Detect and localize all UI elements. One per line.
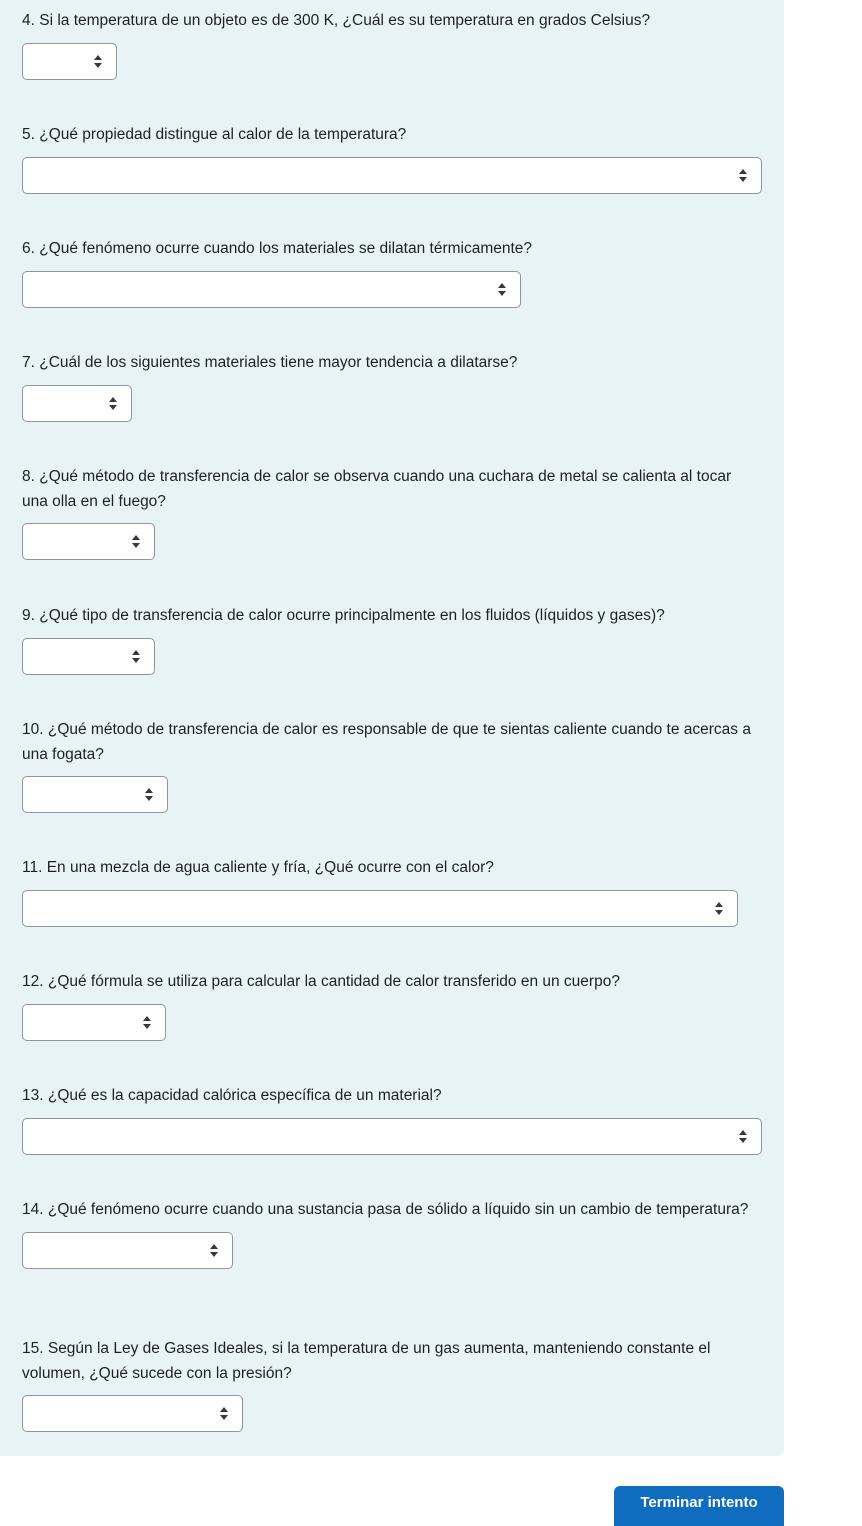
question-text: 4. Si la temperatura de un objeto es de 300 K, ¿Cuál es su temperatura en grados Celsius? — [22, 12, 651, 29]
question-4 — [22, 9, 752, 80]
answer-select[interactable] — [22, 157, 762, 194]
select-arrows-icon — [109, 397, 117, 411]
answer-select[interactable] — [22, 523, 155, 560]
answer-select[interactable] — [22, 890, 738, 927]
answer-select[interactable] — [22, 638, 155, 675]
question-text: 13. ¿Qué es la capacidad calórica específica de un material? — [22, 1087, 442, 1104]
answer-select[interactable] — [22, 1004, 166, 1041]
question-text: 14. ¿Qué fenómeno ocurre cuando una sustancia pasa de sólido a líquido sin un cambio de temperatura? — [22, 1201, 749, 1218]
question-text: 7. ¿Cuál de los siguientes materiales tiene mayor tendencia a dilatarse? — [22, 354, 518, 371]
question-15 — [22, 1337, 752, 1432]
answer-select[interactable] — [22, 776, 168, 813]
question-text: 5. ¿Qué propiedad distingue al calor de la temperatura? — [22, 126, 407, 143]
question-5 — [22, 123, 752, 194]
select-arrows-icon — [94, 55, 102, 69]
select-arrows-icon — [145, 788, 153, 802]
question-text: 10. ¿Qué método de transferencia de calor es responsable de que te sientas caliente cuando te acercas a una fogata? — [22, 721, 751, 763]
question-6 — [22, 237, 752, 308]
question-text: 15. Según la Ley de Gases Ideales, si la temperatura de un gas aumenta, manteniendo constante el volumen, ¿Qué sucede con la presión? — [22, 1340, 711, 1382]
question-9 — [22, 604, 752, 675]
question-10 — [22, 718, 752, 813]
answer-select[interactable] — [22, 271, 521, 308]
answer-select[interactable] — [22, 1118, 762, 1155]
select-arrows-icon — [715, 902, 723, 916]
question-text: 11. En una mezcla de agua caliente y fría, ¿Qué ocurre con el calor? — [22, 859, 494, 876]
select-arrows-icon — [498, 283, 506, 297]
select-arrows-icon — [210, 1244, 218, 1258]
select-arrows-icon — [132, 535, 140, 549]
answer-select[interactable] — [22, 1232, 233, 1269]
answer-select[interactable] — [22, 385, 132, 422]
question-text: 9. ¿Qué tipo de transferencia de calor ocurre principalmente en los fluidos (líquidos y gases)? — [22, 607, 665, 624]
select-arrows-icon — [143, 1016, 151, 1030]
question-7 — [22, 351, 752, 422]
question-11 — [22, 856, 752, 927]
question-text: 8. ¿Qué método de transferencia de calor se observa cuando una cuchara de metal se calienta al tocar una olla en el fuego? — [22, 468, 732, 510]
answer-select[interactable] — [22, 1395, 243, 1432]
select-arrows-icon — [220, 1407, 228, 1421]
question-14 — [22, 1198, 752, 1269]
select-arrows-icon — [132, 650, 140, 664]
question-8 — [22, 465, 752, 560]
answer-select[interactable] — [22, 43, 117, 80]
select-arrows-icon — [739, 1130, 747, 1144]
finish-attempt-button[interactable]: Terminar intento — [614, 1486, 784, 1526]
select-arrows-icon — [739, 169, 747, 183]
question-13 — [22, 1084, 752, 1155]
question-text: 12. ¿Qué fórmula se utiliza para calcular la cantidad de calor transferido en un cuerpo? — [22, 973, 620, 990]
question-text: 6. ¿Qué fenómeno ocurre cuando los materiales se dilatan térmicamente? — [22, 240, 533, 257]
question-12 — [22, 970, 752, 1041]
